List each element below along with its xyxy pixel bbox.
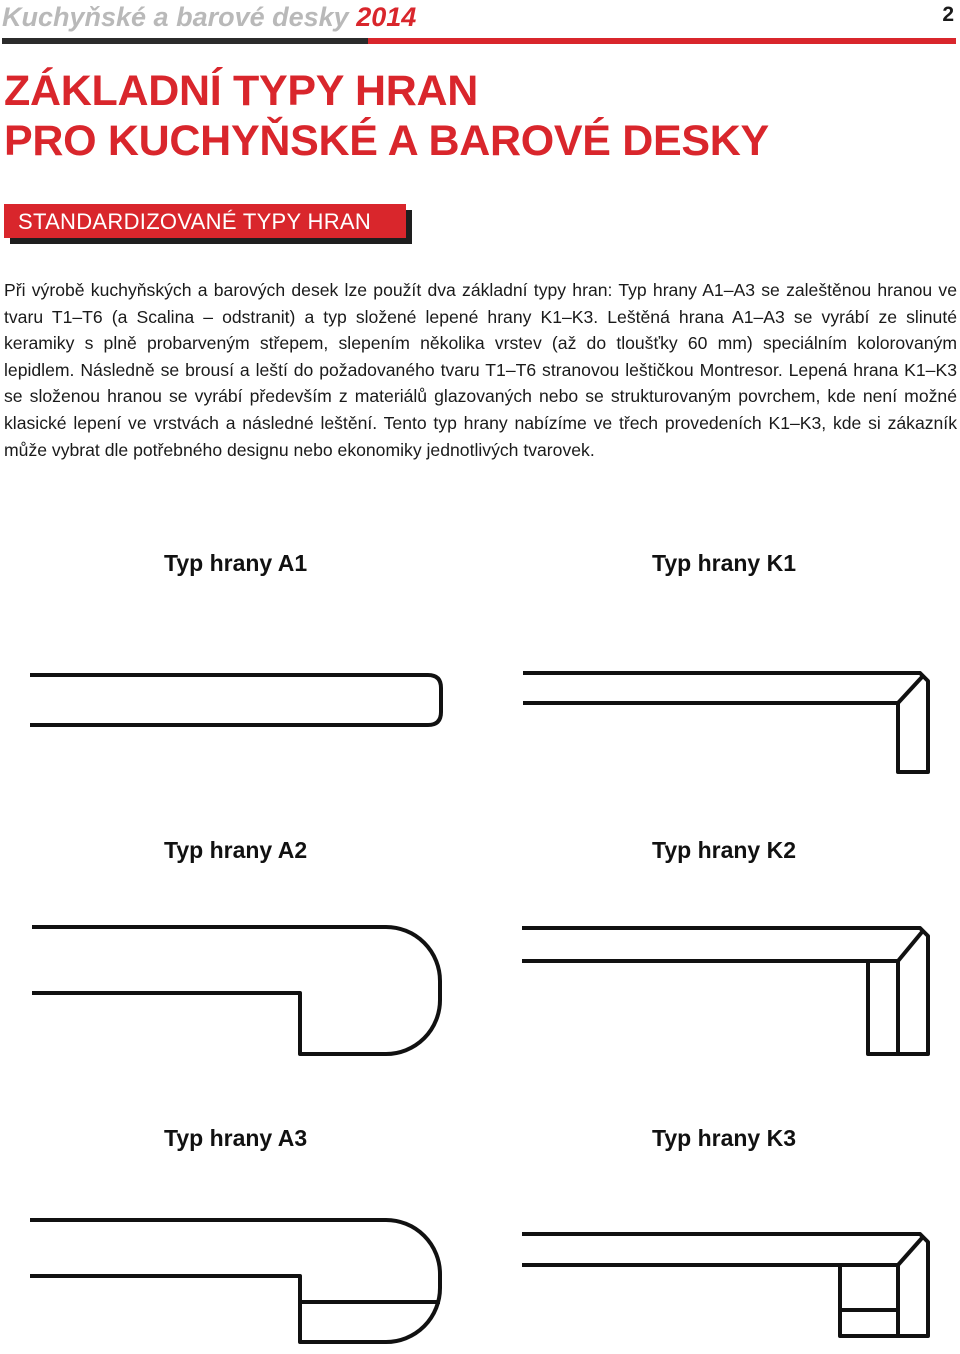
body-paragraph: Při výrobě kuchyňských a barových desek lze použít dva základní typy hran: Typ hrany A1–A3 se zaleštěnou hranou ve tvaru T1–T6 (a Scalina – odstranit) a typ složené lepené hrany K1–K3. Leštěná hrana A1–A3 se vyrábí ze slinuté keramiky s plně probarveným střepem, slepením několika vrstev (až do tloušťky 60 mm) speciálním kolorovaným lepidlem. Následně se brousí a leští do požadovaného tvaru T1–T6 stranovou leštičkou Montresor. Lepená hrana K1–K3 se složenou hranou se vyrábí především z materiálů glazovaných nebo se strukturovaným povrchem, kde není možné klasické lepení ve vrstvách a následné leštění. Tento typ hrany nabízíme ve třech provedeních K1–K3, kde si zákazník může vybrat dle potřebného designu nebo ekonomiky jednotlivých tvarovek.: [4, 280, 957, 460]
page-number: 2: [942, 3, 954, 26]
profile-k1: [523, 673, 928, 772]
header-year: 2014: [356, 2, 417, 32]
label-edge-k3: Typ hrany K3: [652, 1125, 796, 1151]
profile-k2: [522, 928, 928, 1054]
label-edge-a2: Typ hrany A2: [164, 837, 308, 863]
label-edge-a1: Typ hrany A1: [164, 550, 308, 576]
page-title-line-1: ZÁKLADNÍ TYPY HRAN: [4, 67, 478, 115]
section-tag-label: STANDARDIZOVANÉ TYPY HRAN: [4, 204, 406, 238]
label-edge-a3: Typ hrany A3: [164, 1125, 308, 1151]
profile-a3: [30, 1220, 440, 1342]
profile-k3: [522, 1234, 928, 1336]
label-edge-k1: Typ hrany K1: [652, 550, 796, 576]
label-edge-k2: Typ hrany K2: [652, 837, 796, 863]
profile-a2: [32, 927, 440, 1054]
page-title-line-2: PRO KUCHYŇSKÉ A BAROVÉ DESKY: [4, 117, 769, 165]
profile-a1: [30, 675, 441, 725]
header-title-text: Kuchyňské a barové desky: [2, 2, 349, 32]
